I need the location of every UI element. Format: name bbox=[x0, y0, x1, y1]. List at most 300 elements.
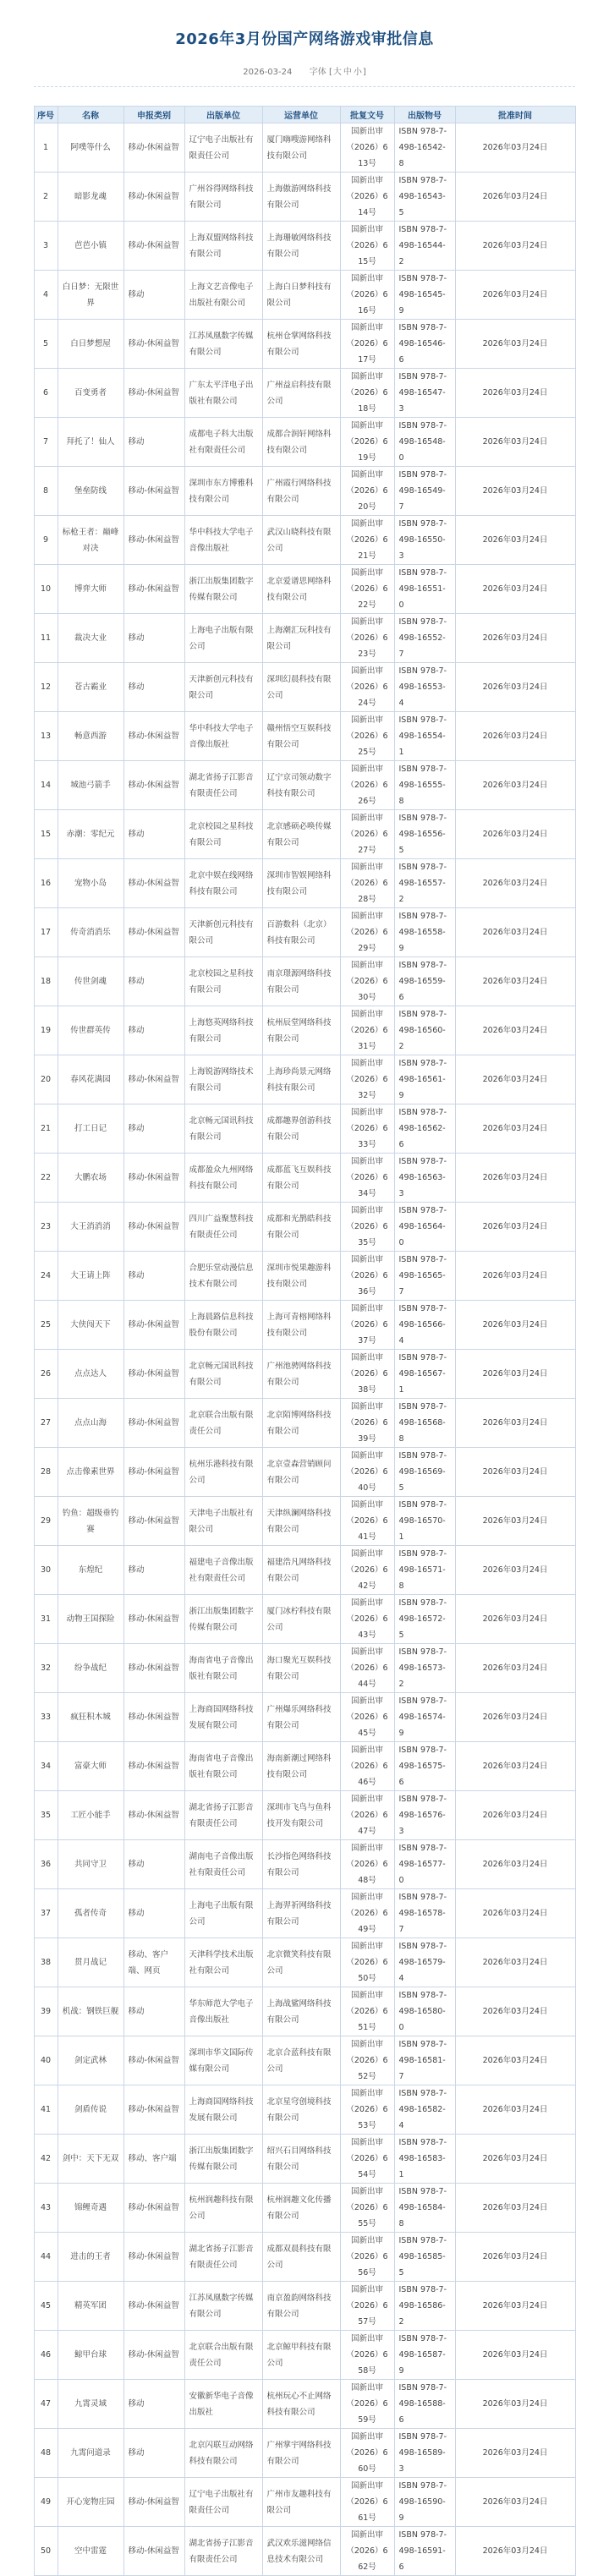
cell-approval-no: 国新出审（2026）642号 bbox=[340, 1546, 394, 1595]
cell-index: 49 bbox=[34, 2478, 58, 2527]
cell-approval-no: 国新出审（2026）637号 bbox=[340, 1301, 394, 1350]
cell-isbn: ISBN 978-7-498-16570-1 bbox=[394, 1497, 455, 1546]
cell-isbn: ISBN 978-7-498-16575-6 bbox=[394, 1742, 455, 1791]
cell-isbn: ISBN 978-7-498-16550-3 bbox=[394, 516, 455, 565]
cell-isbn: ISBN 978-7-498-16568-8 bbox=[394, 1399, 455, 1448]
cell-publisher: 上海悠英网络科技有限公司 bbox=[184, 1006, 262, 1055]
cell-publisher: 合肥乐堂动漫信息技术有限公司 bbox=[184, 1252, 262, 1301]
table-row bbox=[34, 1840, 575, 1889]
cell-isbn: ISBN 978-7-498-16549-7 bbox=[394, 467, 455, 516]
cell-approval-no: 国新出审（2026）626号 bbox=[340, 761, 394, 810]
cell-category: 移动-休闲益智 bbox=[123, 2085, 184, 2135]
cell-operator: 北京微笑科技有限公司 bbox=[262, 1938, 340, 1987]
cell-publisher: 杭州润趣科技有限公司 bbox=[184, 2184, 262, 2233]
cell-game-name: 春风花满园 bbox=[58, 1055, 123, 1104]
cell-category: 移动-休闲益智 bbox=[123, 2527, 184, 2576]
cell-isbn: ISBN 978-7-498-16551-0 bbox=[394, 565, 455, 614]
cell-operator: 百游数科（北京）科技有限公司 bbox=[262, 908, 340, 957]
cell-approval-no: 国新出审（2026）648号 bbox=[340, 1840, 394, 1889]
table-row bbox=[34, 859, 575, 908]
cell-index: 3 bbox=[34, 222, 58, 271]
cell-category: 移动-休闲益智 bbox=[123, 2036, 184, 2085]
cell-operator: 海南新潮过网络科技有限公司 bbox=[262, 1742, 340, 1791]
cell-operator: 广州益启科技有限公司 bbox=[262, 369, 340, 418]
cell-category: 移动-休闲益智 bbox=[123, 516, 184, 565]
cell-index: 42 bbox=[34, 2135, 58, 2184]
cell-category: 移动 bbox=[123, 957, 184, 1006]
table-row bbox=[34, 712, 575, 761]
cell-approval-date: 2026年03月24日 bbox=[455, 1889, 575, 1938]
cell-operator: 杭州辰堂网络科技有限公司 bbox=[262, 1006, 340, 1055]
cell-approval-date: 2026年03月24日 bbox=[455, 222, 575, 271]
cell-category: 移动-休闲益智 bbox=[123, 467, 184, 516]
cell-category: 移动-休闲益智 bbox=[123, 2184, 184, 2233]
cell-approval-date: 2026年03月24日 bbox=[455, 1840, 575, 1889]
page-title: 2026年3月份国产网络游戏审批信息 bbox=[175, 30, 434, 48]
cell-operator: 广州市友趣科技有限公司 bbox=[262, 2478, 340, 2527]
cell-index: 47 bbox=[34, 2380, 58, 2429]
cell-isbn: ISBN 978-7-498-16582-4 bbox=[394, 2085, 455, 2135]
cell-index: 43 bbox=[34, 2184, 58, 2233]
cell-approval-no: 国新出审（2026）614号 bbox=[340, 173, 394, 222]
cell-game-name: 疯狂积木城 bbox=[58, 1693, 123, 1742]
table-row bbox=[34, 418, 575, 467]
cell-category: 移动-休闲益智 bbox=[123, 565, 184, 614]
cell-index: 44 bbox=[34, 2233, 58, 2282]
cell-approval-date: 2026年03月24日 bbox=[455, 418, 575, 467]
cell-publisher: 上海文艺音像电子出版社有限公司 bbox=[184, 271, 262, 320]
cell-approval-date: 2026年03月24日 bbox=[455, 1595, 575, 1644]
table-row bbox=[34, 467, 575, 516]
cell-game-name: 工匠小能手 bbox=[58, 1791, 123, 1840]
cell-approval-no: 国新出审（2026）636号 bbox=[340, 1252, 394, 1301]
cell-approval-no: 国新出审（2026）657号 bbox=[340, 2282, 394, 2331]
cell-game-name: 堡垒防线 bbox=[58, 467, 123, 516]
cell-game-name: 裁决大业 bbox=[58, 614, 123, 663]
cell-index: 32 bbox=[34, 1644, 58, 1693]
cell-publisher: 辽宁电子出版社有限责任公司 bbox=[184, 123, 262, 173]
cell-approval-no: 国新出审（2026）638号 bbox=[340, 1350, 394, 1399]
cell-isbn: ISBN 978-7-498-16557-2 bbox=[394, 859, 455, 908]
cell-approval-no: 国新出审（2026）659号 bbox=[340, 2380, 394, 2429]
cell-operator: 成都趣界创游科技有限公司 bbox=[262, 1104, 340, 1154]
cell-publisher: 天津新创元科技有限公司 bbox=[184, 908, 262, 957]
table-row bbox=[34, 1693, 575, 1742]
cell-isbn: ISBN 978-7-498-16563-3 bbox=[394, 1154, 455, 1203]
cell-publisher: 湖北省扬子江影音有限责任公司 bbox=[184, 2233, 262, 2282]
cell-operator: 杭州润趣文化传播有限公司 bbox=[262, 2184, 340, 2233]
cell-isbn: ISBN 978-7-498-16562-6 bbox=[394, 1104, 455, 1154]
cell-category: 移动-休闲益智 bbox=[123, 2478, 184, 2527]
cell-index: 23 bbox=[34, 1203, 58, 1252]
cell-publisher: 辽宁电子出版社有限责任公司 bbox=[184, 2478, 262, 2527]
cell-approval-no: 国新出审（2026）640号 bbox=[340, 1448, 394, 1497]
table-row bbox=[34, 1546, 575, 1595]
table-row bbox=[34, 663, 575, 712]
cell-publisher: 浙江出版集团数字传媒有限公司 bbox=[184, 565, 262, 614]
cell-index: 24 bbox=[34, 1252, 58, 1301]
cell-publisher: 浙江出版集团数字传媒有限公司 bbox=[184, 2135, 262, 2184]
cell-operator: 杭州仓掌网络科技有限公司 bbox=[262, 320, 340, 369]
cell-approval-date: 2026年03月24日 bbox=[455, 2184, 575, 2233]
article-meta bbox=[34, 66, 575, 79]
cell-isbn: ISBN 978-7-498-16577-0 bbox=[394, 1840, 455, 1889]
cell-category: 移动 bbox=[123, 810, 184, 859]
cell-category: 移动 bbox=[123, 418, 184, 467]
cell-operator: 广州爆乐网络科技有限公司 bbox=[262, 1693, 340, 1742]
cell-approval-date: 2026年03月24日 bbox=[455, 1693, 575, 1742]
cell-index: 17 bbox=[34, 908, 58, 957]
cell-publisher: 北京闪联互动网络科技有限公司 bbox=[184, 2429, 262, 2478]
cell-category: 移动-休闲益智 bbox=[123, 123, 184, 173]
cell-operator: 广州掌宇网络科技有限公司 bbox=[262, 2429, 340, 2478]
font-size-large-link[interactable]: 大 bbox=[332, 68, 342, 77]
cell-operator: 厦门嗨嗖游网络科技有限公司 bbox=[262, 123, 340, 173]
cell-isbn: ISBN 978-7-498-16547-3 bbox=[394, 369, 455, 418]
table-row bbox=[34, 1104, 575, 1154]
cell-category: 移动-休闲益智 bbox=[123, 908, 184, 957]
cell-isbn: ISBN 978-7-498-16576-3 bbox=[394, 1791, 455, 1840]
cell-game-name: 暗影龙魂 bbox=[58, 173, 123, 222]
cell-approval-date: 2026年03月24日 bbox=[455, 2085, 575, 2135]
cell-approval-date: 2026年03月24日 bbox=[455, 1006, 575, 1055]
cell-approval-date: 2026年03月24日 bbox=[455, 320, 575, 369]
cell-game-name: 打工日记 bbox=[58, 1104, 123, 1154]
cell-category: 移动-休闲益智 bbox=[123, 1791, 184, 1840]
cell-approval-date: 2026年03月24日 bbox=[455, 1301, 575, 1350]
cell-approval-no: 国新出审（2026）660号 bbox=[340, 2429, 394, 2478]
cell-category: 移动-休闲益智 bbox=[123, 173, 184, 222]
cell-operator: 上海珊敏网络科技有限公司 bbox=[262, 222, 340, 271]
cell-operator: 成都和光鹊皓科技有限公司 bbox=[262, 1203, 340, 1252]
cell-operator: 北京陌博网络科技有限公司 bbox=[262, 1399, 340, 1448]
cell-approval-no: 国新出审（2026）651号 bbox=[340, 1987, 394, 2036]
cell-isbn: ISBN 978-7-498-16584-8 bbox=[394, 2184, 455, 2233]
cell-operator: 武汉山晓科技有限公司 bbox=[262, 516, 340, 565]
cell-isbn: ISBN 978-7-498-16554-1 bbox=[394, 712, 455, 761]
cell-approval-date: 2026年03月24日 bbox=[455, 1742, 575, 1791]
cell-approval-date: 2026年03月24日 bbox=[455, 859, 575, 908]
cell-publisher: 北京畅元国讯科技有限公司 bbox=[184, 1104, 262, 1154]
cell-category: 移动-休闲益智 bbox=[123, 761, 184, 810]
cell-approval-no: 国新出审（2026）631号 bbox=[340, 1006, 394, 1055]
cell-index: 14 bbox=[34, 761, 58, 810]
cell-index: 27 bbox=[34, 1399, 58, 1448]
cell-operator: 辽宁京司领动数字科技有限公司 bbox=[262, 761, 340, 810]
cell-operator: 深圳市悦果趣游科技有限公司 bbox=[262, 1252, 340, 1301]
table-row bbox=[34, 1595, 575, 1644]
table-row bbox=[34, 1889, 575, 1938]
cell-game-name: 开心宠物庄园 bbox=[58, 2478, 123, 2527]
cell-game-name: 精英军团 bbox=[58, 2282, 123, 2331]
cell-game-name: 赤潮：零纪元 bbox=[58, 810, 123, 859]
cell-approval-date: 2026年03月24日 bbox=[455, 614, 575, 663]
table-row bbox=[34, 2036, 575, 2085]
table-row bbox=[34, 1252, 575, 1301]
cell-approval-no: 国新出审（2026）641号 bbox=[340, 1497, 394, 1546]
cell-approval-no: 国新出审（2026）647号 bbox=[340, 1791, 394, 1840]
cell-isbn: ISBN 978-7-498-16585-5 bbox=[394, 2233, 455, 2282]
cell-approval-no: 国新出审（2026）633号 bbox=[340, 1104, 394, 1154]
cell-publisher: 江苏凤凰数字传媒有限公司 bbox=[184, 2282, 262, 2331]
cell-category: 移动-休闲益智 bbox=[123, 222, 184, 271]
cell-operator: 成都蓝飞互娱科技有限公司 bbox=[262, 1154, 340, 1203]
cell-approval-no: 国新出审（2026）617号 bbox=[340, 320, 394, 369]
table-row bbox=[34, 222, 575, 271]
cell-approval-no: 国新出审（2026）639号 bbox=[340, 1399, 394, 1448]
cell-game-name: 阿噗等什么 bbox=[58, 123, 123, 173]
cell-publisher: 上海晨路信息科技股份有限公司 bbox=[184, 1301, 262, 1350]
cell-category: 移动-休闲益智 bbox=[123, 1301, 184, 1350]
table-row bbox=[34, 565, 575, 614]
cell-isbn: ISBN 978-7-498-16569-5 bbox=[394, 1448, 455, 1497]
cell-operator: 北京合蓝科技有限公司 bbox=[262, 2036, 340, 2085]
cell-index: 28 bbox=[34, 1448, 58, 1497]
cell-category: 移动-休闲益智 bbox=[123, 1595, 184, 1644]
table-row bbox=[34, 1742, 575, 1791]
cell-operator: 广州池骋网络科技有限公司 bbox=[262, 1350, 340, 1399]
cell-approval-date: 2026年03月24日 bbox=[455, 1399, 575, 1448]
cell-publisher: 湖北省扬子江影音有限责任公司 bbox=[184, 2527, 262, 2576]
cell-operator: 上海潮汇玩科技有限公司 bbox=[262, 614, 340, 663]
table-row bbox=[34, 1448, 575, 1497]
cell-publisher: 深圳市华文国际传媒有限公司 bbox=[184, 2036, 262, 2085]
cell-approval-no: 国新出审（2026）643号 bbox=[340, 1595, 394, 1644]
cell-index: 19 bbox=[34, 1006, 58, 1055]
cell-game-name: 孤者传奇 bbox=[58, 1889, 123, 1938]
cell-approval-date: 2026年03月24日 bbox=[455, 2036, 575, 2085]
cell-publisher: 北京联合出版有限责任公司 bbox=[184, 1399, 262, 1448]
title-divider bbox=[34, 86, 575, 87]
cell-operator: 南京璟源网络科技有限公司 bbox=[262, 957, 340, 1006]
cell-approval-date: 2026年03月24日 bbox=[455, 2233, 575, 2282]
cell-game-name: 点点达人 bbox=[58, 1350, 123, 1399]
cell-publisher: 海南省电子音像出版社有限公司 bbox=[184, 1742, 262, 1791]
cell-approval-no: 国新出审（2026）658号 bbox=[340, 2331, 394, 2380]
cell-index: 45 bbox=[34, 2282, 58, 2331]
cell-index: 30 bbox=[34, 1546, 58, 1595]
header-approval-no: 批复文号 bbox=[340, 107, 394, 123]
font-size-bracket-close: ] bbox=[362, 68, 366, 77]
cell-operator: 上海白日梦科技有限公司 bbox=[262, 271, 340, 320]
table-row bbox=[34, 1154, 575, 1203]
cell-approval-date: 2026年03月24日 bbox=[455, 2429, 575, 2478]
cell-approval-no: 国新出审（2026）616号 bbox=[340, 271, 394, 320]
cell-index: 36 bbox=[34, 1840, 58, 1889]
cell-isbn: ISBN 978-7-498-16546-6 bbox=[394, 320, 455, 369]
cell-index: 41 bbox=[34, 2085, 58, 2135]
font-size-medium-link[interactable]: 中 bbox=[343, 68, 352, 77]
cell-game-name: 共同守卫 bbox=[58, 1840, 123, 1889]
cell-category: 移动 bbox=[123, 271, 184, 320]
approval-table bbox=[34, 106, 576, 2576]
header-name: 名称 bbox=[58, 107, 123, 123]
cell-game-name: 大侠闯天下 bbox=[58, 1301, 123, 1350]
table-row bbox=[34, 2184, 575, 2233]
cell-operator: 长沙指色网络科技有限公司 bbox=[262, 1840, 340, 1889]
cell-approval-date: 2026年03月24日 bbox=[455, 1104, 575, 1154]
cell-operator: 北京爱谱思网络科技有限公司 bbox=[262, 565, 340, 614]
cell-category: 移动 bbox=[123, 1546, 184, 1595]
cell-category: 移动 bbox=[123, 2429, 184, 2478]
cell-index: 8 bbox=[34, 467, 58, 516]
cell-approval-date: 2026年03月24日 bbox=[455, 957, 575, 1006]
cell-publisher: 天津新创元科技有限公司 bbox=[184, 663, 262, 712]
cell-approval-date: 2026年03月24日 bbox=[455, 1154, 575, 1203]
cell-approval-date: 2026年03月24日 bbox=[455, 663, 575, 712]
cell-category: 移动-休闲益智 bbox=[123, 1644, 184, 1693]
cell-publisher: 广州谷得网络科技有限公司 bbox=[184, 173, 262, 222]
cell-publisher: 天津电子出版社有限公司 bbox=[184, 1497, 262, 1546]
table-row bbox=[34, 1055, 575, 1104]
table-row bbox=[34, 2282, 575, 2331]
cell-category: 移动-休闲益智 bbox=[123, 712, 184, 761]
table-header-row bbox=[34, 107, 575, 123]
cell-game-name: 贯月战记 bbox=[58, 1938, 123, 1987]
cell-isbn: ISBN 978-7-498-16558-9 bbox=[394, 908, 455, 957]
font-size-small-link[interactable]: 小 bbox=[353, 68, 362, 77]
cell-index: 7 bbox=[34, 418, 58, 467]
cell-game-name: 剑盾传说 bbox=[58, 2085, 123, 2135]
cell-category: 移动-休闲益智 bbox=[123, 859, 184, 908]
table-row bbox=[34, 957, 575, 1006]
cell-approval-no: 国新出审（2026）627号 bbox=[340, 810, 394, 859]
cell-publisher: 上海电子出版有限公司 bbox=[184, 614, 262, 663]
cell-approval-no: 国新出审（2026）618号 bbox=[340, 369, 394, 418]
cell-category: 移动-休闲益智 bbox=[123, 1742, 184, 1791]
cell-game-name: 白日梦：无限世界 bbox=[58, 271, 123, 320]
cell-game-name: 进击的王者 bbox=[58, 2233, 123, 2282]
cell-category: 移动-休闲益智 bbox=[123, 1055, 184, 1104]
cell-isbn: ISBN 978-7-498-16555-8 bbox=[394, 761, 455, 810]
cell-operator: 成都双晨科技有限公司 bbox=[262, 2233, 340, 2282]
cell-category: 移动-休闲益智 bbox=[123, 369, 184, 418]
cell-approval-date: 2026年03月24日 bbox=[455, 173, 575, 222]
cell-approval-date: 2026年03月24日 bbox=[455, 1350, 575, 1399]
cell-index: 5 bbox=[34, 320, 58, 369]
header-category: 申报类别 bbox=[123, 107, 184, 123]
cell-publisher: 广东太平洋电子出版社有限公司 bbox=[184, 369, 262, 418]
cell-isbn: ISBN 978-7-498-16553-4 bbox=[394, 663, 455, 712]
cell-isbn: ISBN 978-7-498-16573-2 bbox=[394, 1644, 455, 1693]
table-row bbox=[34, 369, 575, 418]
cell-approval-date: 2026年03月24日 bbox=[455, 712, 575, 761]
cell-operator: 海口聚光互娱科技有限公司 bbox=[262, 1644, 340, 1693]
table-row bbox=[34, 516, 575, 565]
cell-approval-date: 2026年03月24日 bbox=[455, 516, 575, 565]
cell-approval-date: 2026年03月24日 bbox=[455, 467, 575, 516]
cell-approval-date: 2026年03月24日 bbox=[455, 2135, 575, 2184]
cell-operator: 上海可青榕网络科技有限公司 bbox=[262, 1301, 340, 1350]
cell-approval-date: 2026年03月24日 bbox=[455, 810, 575, 859]
cell-operator: 上海羿祈网络科技有限公司 bbox=[262, 1889, 340, 1938]
cell-isbn: ISBN 978-7-498-16543-5 bbox=[394, 173, 455, 222]
cell-category: 移动 bbox=[123, 1889, 184, 1938]
cell-publisher: 海南省电子音像出版社有限公司 bbox=[184, 1644, 262, 1693]
cell-operator: 深圳市智娱网络科技有限公司 bbox=[262, 859, 340, 908]
cell-isbn: ISBN 978-7-498-16574-9 bbox=[394, 1693, 455, 1742]
cell-index: 33 bbox=[34, 1693, 58, 1742]
cell-game-name: 点击像素世界 bbox=[58, 1448, 123, 1497]
cell-isbn: ISBN 978-7-498-16548-0 bbox=[394, 418, 455, 467]
cell-publisher: 北京畅元国讯科技有限公司 bbox=[184, 1350, 262, 1399]
cell-publisher: 江苏凤凰数字传媒有限公司 bbox=[184, 320, 262, 369]
cell-index: 48 bbox=[34, 2429, 58, 2478]
cell-isbn: ISBN 978-7-498-16578-7 bbox=[394, 1889, 455, 1938]
cell-approval-date: 2026年03月24日 bbox=[455, 271, 575, 320]
cell-approval-no: 国新出审（2026）661号 bbox=[340, 2478, 394, 2527]
cell-index: 40 bbox=[34, 2036, 58, 2085]
cell-approval-no: 国新出审（2026）620号 bbox=[340, 467, 394, 516]
cell-approval-no: 国新出审（2026）623号 bbox=[340, 614, 394, 663]
cell-approval-date: 2026年03月24日 bbox=[455, 761, 575, 810]
cell-game-name: 剑中：天下无双 bbox=[58, 2135, 123, 2184]
cell-isbn: ISBN 978-7-498-16545-9 bbox=[394, 271, 455, 320]
cell-operator: 深圳幻晨科技有限公司 bbox=[262, 663, 340, 712]
cell-operator: 福建浩凡网络科技有限公司 bbox=[262, 1546, 340, 1595]
cell-approval-no: 国新出审（2026）628号 bbox=[340, 859, 394, 908]
cell-index: 26 bbox=[34, 1350, 58, 1399]
cell-approval-no: 国新出审（2026）649号 bbox=[340, 1889, 394, 1938]
cell-operator: 上海傲游网络科技有限公司 bbox=[262, 173, 340, 222]
cell-game-name: 拜托了！仙人 bbox=[58, 418, 123, 467]
table-row bbox=[34, 614, 575, 663]
cell-operator: 上海战鲨网络科技有限公司 bbox=[262, 1987, 340, 2036]
cell-game-name: 机战：钢铁巨舰 bbox=[58, 1987, 123, 2036]
cell-approval-no: 国新出审（2026）635号 bbox=[340, 1203, 394, 1252]
cell-operator: 北京感硕必唤传媒有限公司 bbox=[262, 810, 340, 859]
table-row bbox=[34, 1497, 575, 1546]
header-operator: 运营单位 bbox=[262, 107, 340, 123]
cell-approval-date: 2026年03月24日 bbox=[455, 2282, 575, 2331]
cell-isbn: ISBN 978-7-498-16542-8 bbox=[394, 123, 455, 173]
cell-category: 移动 bbox=[123, 1252, 184, 1301]
cell-approval-no: 国新出审（2026）632号 bbox=[340, 1055, 394, 1104]
cell-isbn: ISBN 978-7-498-16591-6 bbox=[394, 2527, 455, 2576]
font-size-label: 字体 bbox=[309, 68, 326, 77]
table-row bbox=[34, 1301, 575, 1350]
table-row bbox=[34, 1644, 575, 1693]
cell-category: 移动-休闲益智 bbox=[123, 1154, 184, 1203]
cell-game-name: 剑定武林 bbox=[58, 2036, 123, 2085]
cell-operator: 赣州悟空互娱科技有限公司 bbox=[262, 712, 340, 761]
cell-game-name: 标枪王者：巅峰对决 bbox=[58, 516, 123, 565]
cell-approval-no: 国新出审（2026）622号 bbox=[340, 565, 394, 614]
table-row bbox=[34, 271, 575, 320]
cell-approval-date: 2026年03月24日 bbox=[455, 1938, 575, 1987]
cell-game-name: 点点山海 bbox=[58, 1399, 123, 1448]
cell-game-name: 东煌纪 bbox=[58, 1546, 123, 1595]
cell-isbn: ISBN 978-7-498-16571-8 bbox=[394, 1546, 455, 1595]
cell-operator: 武汉欢乐滋网络信息技术有限公司 bbox=[262, 2527, 340, 2576]
cell-publisher: 成都盈众九州网络科技有限公司 bbox=[184, 1154, 262, 1203]
cell-publisher: 上海商国网络科技发展有限公司 bbox=[184, 2085, 262, 2135]
cell-operator: 广州霞行网络科技有限公司 bbox=[262, 467, 340, 516]
table-row bbox=[34, 810, 575, 859]
cell-game-name: 传奇消消乐 bbox=[58, 908, 123, 957]
cell-approval-date: 2026年03月24日 bbox=[455, 1203, 575, 1252]
cell-category: 移动-休闲益智 bbox=[123, 1399, 184, 1448]
cell-publisher: 湖北省扬子江影音有限责任公司 bbox=[184, 1791, 262, 1840]
cell-operator: 北京鲸甲科技有限公司 bbox=[262, 2331, 340, 2380]
cell-index: 11 bbox=[34, 614, 58, 663]
cell-isbn: ISBN 978-7-498-16566-4 bbox=[394, 1301, 455, 1350]
cell-game-name: 大王消消消 bbox=[58, 1203, 123, 1252]
cell-approval-date: 2026年03月24日 bbox=[455, 1497, 575, 1546]
cell-approval-no: 国新出审（2026）634号 bbox=[340, 1154, 394, 1203]
cell-game-name: 九霄灵域 bbox=[58, 2380, 123, 2429]
cell-index: 50 bbox=[34, 2527, 58, 2576]
